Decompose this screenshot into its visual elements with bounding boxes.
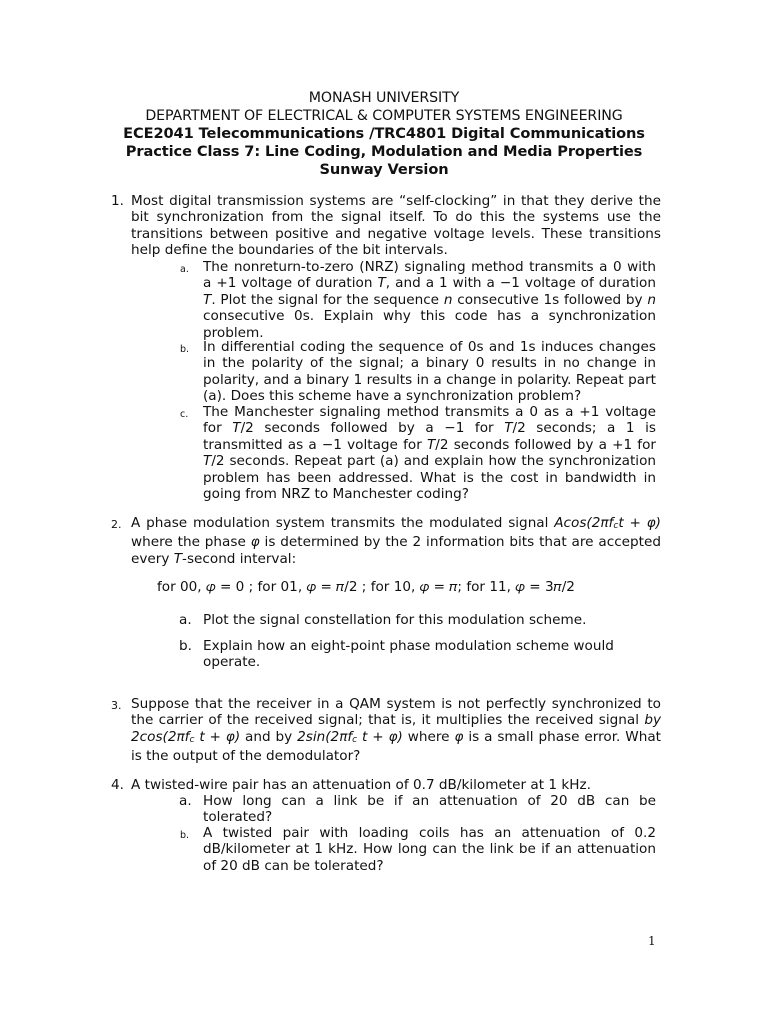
part-label: b. bbox=[179, 638, 192, 654]
question-text: Most digital transmission systems are “self-clocking” in that they derive the bit synchronization from the signal itself. To do this the systems use the transitions between positive and negative voltage levels. These transitions help define the boundaries of the bit intervals. bbox=[131, 193, 661, 259]
part-label: c. bbox=[180, 409, 189, 420]
part-label: b. bbox=[180, 830, 190, 841]
question-number: 2. bbox=[111, 518, 122, 531]
question-3 bbox=[113, 696, 661, 765]
question-4 bbox=[113, 777, 661, 793]
part-text: Plot the signal constellation for this modulation scheme. bbox=[203, 612, 587, 628]
phase-mapping: for 00, 𝜑 = 0 ; for 01, 𝜑 = 𝜋/2 ; for 10, 𝜑 = 𝜋; for 11, 𝜑 = 3𝜋/2 bbox=[157, 579, 575, 595]
question-1 bbox=[113, 193, 661, 259]
question-1-part-a bbox=[180, 259, 656, 341]
part-label: a. bbox=[180, 264, 189, 275]
part-text: Explain how an eight-point phase modulation scheme would operate. bbox=[203, 638, 614, 671]
document-header bbox=[0, 89, 768, 179]
course-title: ECE2041 Telecommunications /TRC4801 Digital Communications bbox=[123, 125, 645, 142]
part-text: In differential coding the sequence of 0s and 1s induces changes in the polarity of the signal; a binary 0 results in no change in polarity, and a binary 1 results in a change in polarity. Repeat part (a). Does this scheme have a synchronization problem? bbox=[203, 339, 656, 405]
part-text: A twisted pair with loading coils has an attenuation of 0.2 dB/kilometer at 1 kHz. How long can the link be if an attenuation of 20 dB can be tolerated? bbox=[203, 825, 656, 874]
version-label: Sunway Version bbox=[319, 161, 449, 178]
question-text: A twisted-wire pair has an attenuation of 0.7 dB/kilometer at 1 kHz. bbox=[131, 777, 591, 793]
page-number: 1 bbox=[648, 934, 656, 948]
question-4-part-a bbox=[180, 793, 656, 826]
question-2 bbox=[113, 515, 661, 567]
part-text: The Manchester signaling method transmits a 0 as a +1 voltage for T/2 seconds followed by a −1 for T/2 seconds; a 1 is transmitted as a −1 voltage for T/2 seconds followed by a +1 for T/2 seconds. Repeat part (a) and explain how the synchronization problem has been addressed. What is the cost in bandwidth in going from NRZ to Manchester coding? bbox=[203, 404, 656, 503]
practice-title: Practice Class 7: Line Coding, Modulation and Media Properties bbox=[125, 143, 643, 160]
part-text: The nonreturn-to-zero (NRZ) signaling method transmits a 0 with a +1 voltage of duration T, and a 1 with a −1 voltage of duration T. Plot the signal for the sequence n consecutive 1s followed by n consecutive 0s. Explain why this code has a synchronization problem. bbox=[203, 259, 656, 341]
question-4-part-b bbox=[180, 825, 656, 874]
question-number: 4. bbox=[111, 777, 124, 793]
department-name: DEPARTMENT OF ELECTRICAL & COMPUTER SYSTEMS ENGINEERING bbox=[145, 108, 623, 124]
part-label: b. bbox=[180, 344, 190, 355]
question-text: Suppose that the receiver in a QAM system is not perfectly synchronized to the carrier of the received signal; that is, it multiplies the received signal by 2cos(2πfc t + φ) and by 2sin(2πfc t + φ) where φ is a small phase error. What is the output of the demodulator? bbox=[131, 696, 661, 765]
part-text: How long can a link be if an attenuation of 20 dB can be tolerated? bbox=[203, 793, 656, 826]
university-name: MONASH UNIVERSITY bbox=[308, 90, 460, 106]
question-1-part-b bbox=[180, 339, 656, 405]
part-label: a. bbox=[179, 793, 192, 809]
question-2-part-a bbox=[180, 612, 656, 628]
question-1-part-c bbox=[180, 404, 656, 502]
question-text: A phase modulation system transmits the modulated signal Acos(2πfct + φ) where the phase φ is determined by the 2 information bits that are accepted every T-second interval: bbox=[131, 515, 661, 567]
question-2-part-b bbox=[180, 638, 656, 671]
question-number: 3. bbox=[111, 699, 122, 712]
question-number: 1. bbox=[111, 193, 124, 209]
part-label: a. bbox=[179, 612, 192, 628]
